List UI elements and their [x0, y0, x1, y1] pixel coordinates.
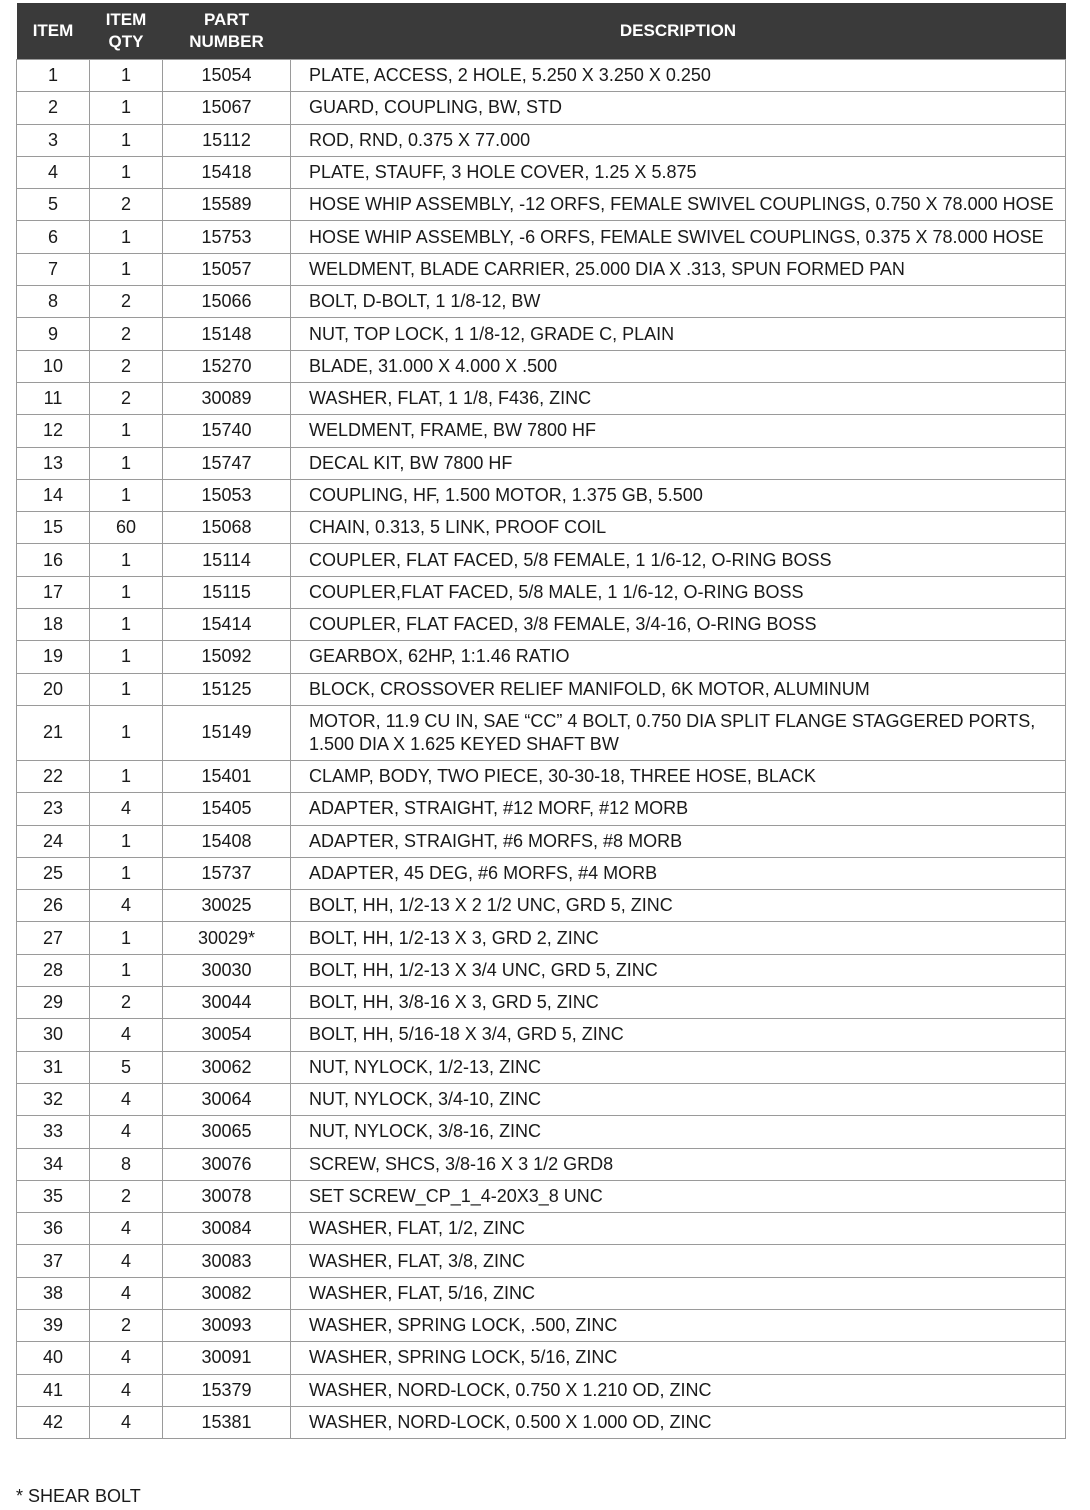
- cell-part-number: 30030: [163, 954, 291, 986]
- cell-part-number: 15740: [163, 415, 291, 447]
- cell-description: WELDMENT, FRAME, BW 7800 HF: [291, 415, 1066, 447]
- cell-part-number: 15753: [163, 221, 291, 253]
- table-row: [17, 1019, 1066, 1051]
- table-row: [17, 1374, 1066, 1406]
- table-row: [17, 479, 1066, 511]
- cell-qty: 1: [90, 60, 163, 92]
- cell-description: ADAPTER, STRAIGHT, #6 MORFS, #8 MORB: [291, 825, 1066, 857]
- cell-description: GEARBOX, 62HP, 1:1.46 RATIO: [291, 641, 1066, 673]
- table-row: [17, 156, 1066, 188]
- cell-item: 28: [17, 954, 90, 986]
- table-row: [17, 1180, 1066, 1212]
- cell-description: WASHER, SPRING LOCK, 5/16, ZINC: [291, 1342, 1066, 1374]
- cell-item: 40: [17, 1342, 90, 1374]
- table-row: [17, 92, 1066, 124]
- cell-description: HOSE WHIP ASSEMBLY, -12 ORFS, FEMALE SWIVEL COUPLINGS, 0.750 X 78.000 HOSE: [291, 189, 1066, 221]
- cell-part-number: 15125: [163, 673, 291, 705]
- cell-item: 20: [17, 673, 90, 705]
- cell-description: CHAIN, 0.313, 5 LINK, PROOF COIL: [291, 512, 1066, 544]
- cell-description: WASHER, FLAT, 5/16, ZINC: [291, 1277, 1066, 1309]
- cell-description: BLADE, 31.000 X 4.000 X .500: [291, 350, 1066, 382]
- table-row: [17, 512, 1066, 544]
- table-row: [17, 705, 1066, 760]
- cell-description: BOLT, HH, 1/2-13 X 3/4 UNC, GRD 5, ZINC: [291, 954, 1066, 986]
- cell-description: PLATE, ACCESS, 2 HOLE, 5.250 X 3.250 X 0.250: [291, 60, 1066, 92]
- cell-description: NUT, NYLOCK, 3/4-10, ZINC: [291, 1083, 1066, 1115]
- table-row: [17, 1148, 1066, 1180]
- cell-part-number: 30084: [163, 1213, 291, 1245]
- cell-description: SET SCREW_CP_1_4-20X3_8 UNC: [291, 1180, 1066, 1212]
- cell-part-number: 30089: [163, 382, 291, 414]
- cell-part-number: 30091: [163, 1342, 291, 1374]
- cell-part-number: 15053: [163, 479, 291, 511]
- cell-item: 31: [17, 1051, 90, 1083]
- table-row: [17, 576, 1066, 608]
- cell-description: BOLT, D-BOLT, 1 1/8-12, BW: [291, 286, 1066, 318]
- cell-part-number: 15408: [163, 825, 291, 857]
- cell-part-number: 30025: [163, 890, 291, 922]
- cell-qty: 1: [90, 673, 163, 705]
- cell-part-number: 15747: [163, 447, 291, 479]
- table-row: [17, 890, 1066, 922]
- cell-item: 14: [17, 479, 90, 511]
- cell-item: 16: [17, 544, 90, 576]
- cell-qty: 4: [90, 793, 163, 825]
- cell-part-number: 30064: [163, 1083, 291, 1115]
- table-row: [17, 253, 1066, 285]
- table-row: [17, 857, 1066, 889]
- table-row: [17, 1309, 1066, 1341]
- table-row: [17, 760, 1066, 792]
- cell-description: BOLT, HH, 3/8-16 X 3, GRD 5, ZINC: [291, 987, 1066, 1019]
- cell-part-number: 30076: [163, 1148, 291, 1180]
- cell-qty: 1: [90, 156, 163, 188]
- parts-list-table: [16, 3, 1066, 1439]
- cell-description: DECAL KIT, BW 7800 HF: [291, 447, 1066, 479]
- cell-qty: 1: [90, 954, 163, 986]
- table-row: [17, 641, 1066, 673]
- cell-qty: 2: [90, 350, 163, 382]
- cell-description: ADAPTER, 45 DEG, #6 MORFS, #4 MORB: [291, 857, 1066, 889]
- cell-item: 10: [17, 350, 90, 382]
- cell-item: 8: [17, 286, 90, 318]
- cell-description: BOLT, HH, 1/2-13 X 2 1/2 UNC, GRD 5, ZINC: [291, 890, 1066, 922]
- table-body: [17, 60, 1066, 1439]
- cell-item: 30: [17, 1019, 90, 1051]
- table-row: [17, 1406, 1066, 1438]
- cell-item: 33: [17, 1116, 90, 1148]
- cell-part-number: 15381: [163, 1406, 291, 1438]
- cell-item: 24: [17, 825, 90, 857]
- cell-qty: 60: [90, 512, 163, 544]
- cell-description: SCREW, SHCS, 3/8-16 X 3 1/2 GRD8: [291, 1148, 1066, 1180]
- cell-qty: 1: [90, 641, 163, 673]
- cell-qty: 4: [90, 1116, 163, 1148]
- cell-item: 34: [17, 1148, 90, 1180]
- table-row: [17, 189, 1066, 221]
- cell-qty: 1: [90, 253, 163, 285]
- cell-qty: 2: [90, 318, 163, 350]
- cell-part-number: 30029*: [163, 922, 291, 954]
- cell-part-number: 30065: [163, 1116, 291, 1148]
- cell-item: 15: [17, 512, 90, 544]
- cell-qty: 2: [90, 987, 163, 1019]
- cell-part-number: 15414: [163, 609, 291, 641]
- cell-item: 22: [17, 760, 90, 792]
- cell-item: 13: [17, 447, 90, 479]
- cell-qty: 1: [90, 221, 163, 253]
- table-row: [17, 544, 1066, 576]
- cell-item: 12: [17, 415, 90, 447]
- cell-item: 36: [17, 1213, 90, 1245]
- cell-qty: 1: [90, 825, 163, 857]
- table-header: [17, 3, 1066, 60]
- table-row: [17, 673, 1066, 705]
- cell-description: NUT, NYLOCK, 3/8-16, ZINC: [291, 1116, 1066, 1148]
- cell-part-number: 30044: [163, 987, 291, 1019]
- cell-item: 2: [17, 92, 90, 124]
- cell-description: WELDMENT, BLADE CARRIER, 25.000 DIA X .313, SPUN FORMED PAN: [291, 253, 1066, 285]
- cell-part-number: 15066: [163, 286, 291, 318]
- cell-part-number: 15737: [163, 857, 291, 889]
- cell-part-number: 30078: [163, 1180, 291, 1212]
- cell-part-number: 15270: [163, 350, 291, 382]
- cell-qty: 1: [90, 705, 163, 760]
- cell-item: 4: [17, 156, 90, 188]
- cell-item: 38: [17, 1277, 90, 1309]
- cell-item: 6: [17, 221, 90, 253]
- cell-description: BOLT, HH, 5/16-18 X 3/4, GRD 5, ZINC: [291, 1019, 1066, 1051]
- cell-qty: 4: [90, 1083, 163, 1115]
- cell-qty: 1: [90, 760, 163, 792]
- cell-item: 35: [17, 1180, 90, 1212]
- cell-item: 26: [17, 890, 90, 922]
- table-row: [17, 1213, 1066, 1245]
- cell-description: WASHER, SPRING LOCK, .500, ZINC: [291, 1309, 1066, 1341]
- cell-description: WASHER, NORD-LOCK, 0.750 X 1.210 OD, ZINC: [291, 1374, 1066, 1406]
- cell-part-number: 30083: [163, 1245, 291, 1277]
- cell-item: 5: [17, 189, 90, 221]
- cell-qty: 2: [90, 286, 163, 318]
- cell-description: WASHER, FLAT, 1/2, ZINC: [291, 1213, 1066, 1245]
- cell-part-number: 15112: [163, 124, 291, 156]
- header-item-qty: ITEM QTY: [90, 3, 163, 60]
- cell-part-number: 15148: [163, 318, 291, 350]
- table-row: [17, 1051, 1066, 1083]
- cell-description: COUPLER,FLAT FACED, 5/8 MALE, 1 1/6-12, O-RING BOSS: [291, 576, 1066, 608]
- table-row: [17, 1083, 1066, 1115]
- cell-item: 3: [17, 124, 90, 156]
- cell-qty: 1: [90, 415, 163, 447]
- cell-part-number: 15057: [163, 253, 291, 285]
- header-part-number: PART NUMBER: [163, 3, 291, 60]
- table-row: [17, 609, 1066, 641]
- table-row: [17, 1245, 1066, 1277]
- cell-description: PLATE, STAUFF, 3 HOLE COVER, 1.25 X 5.875: [291, 156, 1066, 188]
- cell-part-number: 30082: [163, 1277, 291, 1309]
- cell-item: 37: [17, 1245, 90, 1277]
- cell-part-number: 15114: [163, 544, 291, 576]
- table-row: [17, 793, 1066, 825]
- cell-qty: 2: [90, 1180, 163, 1212]
- cell-part-number: 15054: [163, 60, 291, 92]
- cell-item: 41: [17, 1374, 90, 1406]
- cell-item: 25: [17, 857, 90, 889]
- cell-part-number: 15067: [163, 92, 291, 124]
- cell-qty: 8: [90, 1148, 163, 1180]
- cell-qty: 2: [90, 1309, 163, 1341]
- cell-description: WASHER, NORD-LOCK, 0.500 X 1.000 OD, ZINC: [291, 1406, 1066, 1438]
- cell-qty: 1: [90, 92, 163, 124]
- cell-part-number: 30093: [163, 1309, 291, 1341]
- cell-qty: 1: [90, 479, 163, 511]
- cell-item: 18: [17, 609, 90, 641]
- cell-item: 19: [17, 641, 90, 673]
- cell-qty: 1: [90, 609, 163, 641]
- cell-item: 39: [17, 1309, 90, 1341]
- table-row: [17, 825, 1066, 857]
- cell-qty: 1: [90, 447, 163, 479]
- cell-description: BOLT, HH, 1/2-13 X 3, GRD 2, ZINC: [291, 922, 1066, 954]
- cell-part-number: 15405: [163, 793, 291, 825]
- cell-description: GUARD, COUPLING, BW, STD: [291, 92, 1066, 124]
- cell-description: WASHER, FLAT, 3/8, ZINC: [291, 1245, 1066, 1277]
- cell-qty: 1: [90, 576, 163, 608]
- cell-description: ADAPTER, STRAIGHT, #12 MORF, #12 MORB: [291, 793, 1066, 825]
- cell-item: 23: [17, 793, 90, 825]
- cell-part-number: 15589: [163, 189, 291, 221]
- cell-item: 42: [17, 1406, 90, 1438]
- cell-part-number: 15379: [163, 1374, 291, 1406]
- table-row: [17, 60, 1066, 92]
- cell-description: WASHER, FLAT, 1 1/8, F436, ZINC: [291, 382, 1066, 414]
- cell-item: 21: [17, 705, 90, 760]
- table-row: [17, 350, 1066, 382]
- cell-description: HOSE WHIP ASSEMBLY, -6 ORFS, FEMALE SWIVEL COUPLINGS, 0.375 X 78.000 HOSE: [291, 221, 1066, 253]
- table-row: [17, 415, 1066, 447]
- table-row: [17, 1277, 1066, 1309]
- cell-description: COUPLER, FLAT FACED, 5/8 FEMALE, 1 1/6-12, O-RING BOSS: [291, 544, 1066, 576]
- cell-qty: 4: [90, 1245, 163, 1277]
- cell-item: 32: [17, 1083, 90, 1115]
- cell-qty: 1: [90, 124, 163, 156]
- table-row: [17, 987, 1066, 1019]
- cell-part-number: 15149: [163, 705, 291, 760]
- cell-qty: 5: [90, 1051, 163, 1083]
- cell-part-number: 30062: [163, 1051, 291, 1083]
- cell-part-number: 15068: [163, 512, 291, 544]
- cell-description: ROD, RND, 0.375 X 77.000: [291, 124, 1066, 156]
- footnote-shear-bolt: * SHEAR BOLT: [16, 1486, 141, 1506]
- cell-qty: 4: [90, 1406, 163, 1438]
- cell-description: COUPLER, FLAT FACED, 3/8 FEMALE, 3/4-16, O-RING BOSS: [291, 609, 1066, 641]
- cell-part-number: 30054: [163, 1019, 291, 1051]
- cell-item: 1: [17, 60, 90, 92]
- cell-qty: 4: [90, 1374, 163, 1406]
- cell-qty: 4: [90, 890, 163, 922]
- table-row: [17, 1342, 1066, 1374]
- cell-part-number: 15115: [163, 576, 291, 608]
- cell-item: 29: [17, 987, 90, 1019]
- table-row: [17, 922, 1066, 954]
- cell-qty: 1: [90, 544, 163, 576]
- cell-item: 11: [17, 382, 90, 414]
- cell-item: 7: [17, 253, 90, 285]
- cell-qty: 4: [90, 1277, 163, 1309]
- cell-qty: 1: [90, 857, 163, 889]
- cell-description: CLAMP, BODY, TWO PIECE, 30-30-18, THREE HOSE, BLACK: [291, 760, 1066, 792]
- cell-item: 17: [17, 576, 90, 608]
- cell-item: 9: [17, 318, 90, 350]
- table-row: [17, 221, 1066, 253]
- cell-description: BLOCK, CROSSOVER RELIEF MANIFOLD, 6K MOTOR, ALUMINUM: [291, 673, 1066, 705]
- cell-qty: 4: [90, 1213, 163, 1245]
- cell-description: NUT, NYLOCK, 1/2-13, ZINC: [291, 1051, 1066, 1083]
- table-row: [17, 318, 1066, 350]
- cell-description: NUT, TOP LOCK, 1 1/8-12, GRADE C, PLAIN: [291, 318, 1066, 350]
- table-row: [17, 382, 1066, 414]
- cell-part-number: 15401: [163, 760, 291, 792]
- header-description: DESCRIPTION: [291, 3, 1066, 60]
- table-row: [17, 286, 1066, 318]
- cell-qty: 2: [90, 382, 163, 414]
- cell-qty: 4: [90, 1019, 163, 1051]
- table-row: [17, 954, 1066, 986]
- header-item: ITEM: [17, 3, 90, 60]
- cell-qty: 1: [90, 922, 163, 954]
- cell-item: 27: [17, 922, 90, 954]
- cell-qty: 2: [90, 189, 163, 221]
- header-row: [17, 3, 1066, 60]
- table-row: [17, 124, 1066, 156]
- cell-description: MOTOR, 11.9 CU IN, SAE “CC” 4 BOLT, 0.750 DIA SPLIT FLANGE STAGGERED PORTS, 1.500 DIA X 1.625 KEYED SHAFT BW: [291, 705, 1066, 760]
- cell-part-number: 15418: [163, 156, 291, 188]
- table-row: [17, 447, 1066, 479]
- cell-qty: 4: [90, 1342, 163, 1374]
- cell-description: COUPLING, HF, 1.500 MOTOR, 1.375 GB, 5.500: [291, 479, 1066, 511]
- table-row: [17, 1116, 1066, 1148]
- cell-part-number: 15092: [163, 641, 291, 673]
